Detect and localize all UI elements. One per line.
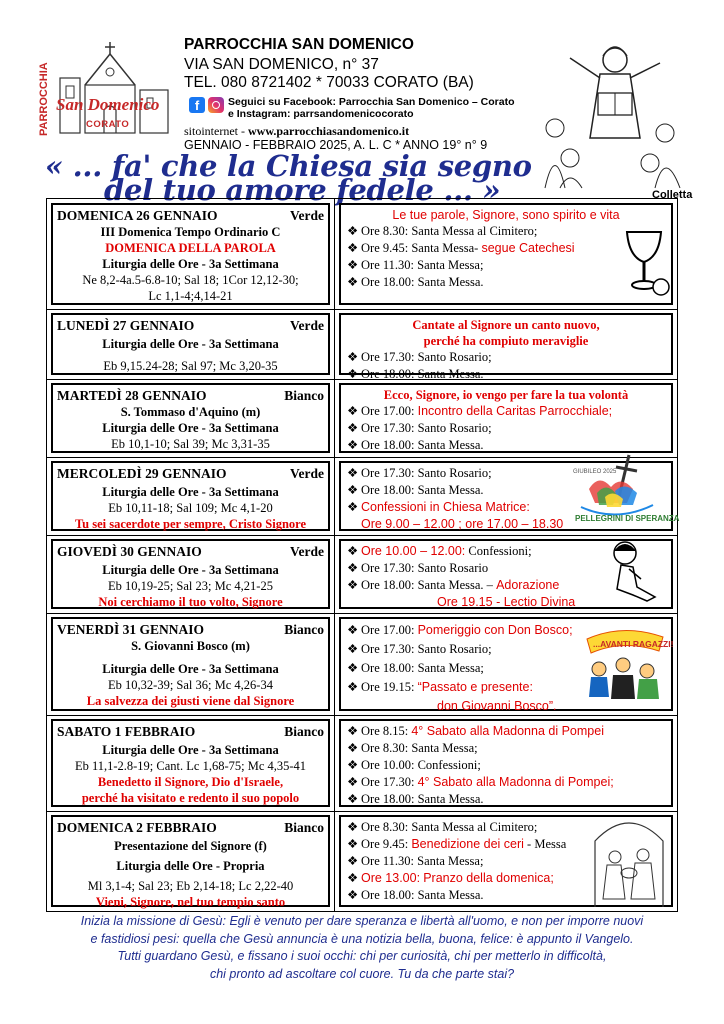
event: ❖ Ore 10.00 – 12.00: Confessioni; [347,544,532,558]
psalm-verse-cont: perché ha compiuto meraviglie [423,334,589,348]
event: ❖ Ore 8.30: Santa Messa al Cimitero; [347,224,538,238]
social-line-2: e Instagram: parrsandomenicocorato [228,108,414,120]
liturgy-hours: Liturgia delle Ore - 3a Settimana [102,662,279,676]
event: ❖ Ore 8.30: Santa Messa al Cimitero; [347,820,538,834]
jubilee-year: GIUBILEO 2025 [573,469,617,475]
event: ❖ Ore 8.30: Santa Messa; [347,741,478,755]
day-name: DOMENICA 2 FEBBRAIO [57,820,217,835]
weekly-schedule [46,198,678,912]
liturgical-color: Verde [290,318,324,333]
psalm-verse: Cantate al Signore un canto nuovo, [412,318,600,332]
day-row [47,379,677,458]
issue-info: GENNAIO - FEBBRAIO 2025, A. L. C * ANNO 19° n° 9 [184,138,488,152]
banner-text: ...AVANTI RAGAZZI! [593,639,674,649]
presentation-illustration [589,811,669,907]
event: ❖ Ore 18.00: Santa Messa. – Adorazione [347,578,560,592]
day-row [47,811,677,911]
day-name: GIOVEDÌ 30 GENNAIO [57,544,202,559]
motto-line-2: del tuo amore fedele ... » [104,173,501,207]
event-detail: Ore 9.00 – 12.00 ; ore 17.00 – 18.30 [361,517,564,531]
liturgy-hours: Liturgia delle Ore - 3a Settimana [102,563,279,577]
liturgical-color: Verde [290,544,324,559]
event: ❖ Ore 11.30: Santa Messa; [347,854,484,868]
social-line-1: Seguici su Facebook: Parrocchia San Domenico – Corato [228,96,515,108]
day-name: DOMENICA 26 GENNAIO [57,208,218,223]
instagram-icon[interactable] [208,97,224,113]
event: ❖ Ore 17.30: 4° Sabato alla Madonna di Pompei; [347,775,614,789]
psalm-verse: Tu sei sacerdote per sempre, Cristo Signore [74,517,307,531]
day-name: MERCOLEDÌ 29 GENNAIO [57,466,227,481]
footer-reflection [30,913,694,983]
event: ❖ Ore 17.30: Santo Rosario; [347,642,492,656]
motto-line-1: « ... fa' che la Chiesa sia segno [45,149,532,183]
saint: S. Giovanni Bosco (m) [131,639,250,653]
special-day: DOMENICA DELLA PAROLA [105,241,276,255]
liturgy-hours: Liturgia delle Ore - 3a Settimana [102,743,279,757]
day-name: LUNEDÌ 27 GENNAIO [57,318,195,333]
event: ❖ Ore 18.00: Santa Messa. [347,438,484,452]
liturgical-color: Bianco [284,820,324,835]
event: ❖ Ore 19.15: “Passato e presente: [347,680,533,694]
readings: Eb 9,15.24-28; Sal 97; Mc 3,20-35 [103,359,278,373]
website-label: sitointernet - [184,124,248,138]
parish-address: VIA SAN DOMENICO, n° 37 [184,56,379,73]
day-row [47,613,677,716]
event: ❖ Ore 17.30: Santo Rosario; [347,350,492,364]
event: ❖ Ore 9.45: Santa Messa- segue Catechesi [347,241,575,255]
readings: Eb 10,19-25; Sal 23; Mc 4,21-25 [108,579,273,593]
liturgy-hours: Liturgia delle Ore - 3a Settimana [102,485,279,499]
event: ❖ Ore 17.00: Incontro della Caritas Parrocchiale; [347,404,613,418]
footer-line: chi pronto ad ascoltare col cuore. Tu da che parte stai? [209,966,515,981]
liturgy-hours: Liturgia delle Ore - 3a Settimana [102,257,279,271]
event: ❖ Ore 17.00: Pomeriggio con Don Bosco; [347,623,573,637]
liturgical-color: Verde [290,208,324,223]
readings-cont: Lc 1,1-4;4,14-21 [148,289,233,303]
event: ❖ Ore 18.00: Santa Messa. [347,367,484,381]
event: ❖ Ore 13.00: Pranzo della domenica; [347,871,554,885]
saint: S. Tommaso d'Aquino (m) [120,405,261,419]
footer-line: e fastidiosi pesi: quella che Gesù annuncia è una notizia bella, buona, felice: è appunto il Vangelo. [90,931,634,946]
liturgical-color: Verde [290,466,324,481]
psalm-verse: La salvezza dei giusti viene dal Signore [86,694,295,708]
website-line [184,124,409,139]
motto-credit: Colletta [652,189,693,201]
psalm-verse: Noi cerchiamo il tuo volto, Signore [98,595,283,609]
website-link[interactable]: www.parrocchiasandomenico.it [247,124,410,138]
readings: Eb 10,32-39; Sal 36; Mc 4,26-34 [108,678,273,692]
event: ❖ Ore 18.00: Santa Messa; [347,661,484,675]
day-row [47,309,677,380]
parish-title: PARROCCHIA SAN DOMENICO [184,36,414,53]
psalm-verse: Benedetto il Signore, Dio d'Israele, [97,775,284,789]
event: ❖ Ore 11.30: Santa Messa; [347,258,484,272]
footer-line: Tutti guardano Gesù, e fissano i suoi occhi: chi per curiosità, chi per metterlo in difficoltà, [117,949,607,963]
liturgy-hours: Liturgia delle Ore - 3a Settimana [102,421,279,435]
chalice-icon [619,227,669,299]
parish-phone: TEL. 080 8721402 * 70033 CORATO (BA) [184,74,474,91]
jubilee-text: PELLEGRINI DI SPERANZA [575,514,680,523]
event: ❖ Ore 18.00: Santa Messa. [347,888,484,902]
liturgy-hours: Liturgia delle Ore - 3a Settimana [102,337,279,351]
readings: Ml 3,1-4; Sal 23; Eb 2,14-18; Lc 2,22-40 [87,879,294,893]
event: ❖ Ore 18.00: Santa Messa. [347,792,484,806]
liturgy-hours: Liturgia delle Ore - Propria [116,859,265,873]
event: ❖ Ore 9.45: Benedizione dei ceri - Messa [347,837,567,851]
day-row [47,535,677,614]
brand-city: CORATO [86,119,130,130]
facebook-icon[interactable]: f [189,97,205,113]
psalm-verse: Ecco, Signore, io vengo per fare la tua volontà [383,388,629,402]
feast: Presentazione del Signore (f) [114,839,267,853]
event: ❖ Confessioni in Chiesa Matrice: [347,500,530,514]
don-bosco-illustration [583,625,674,701]
psalm-verse: Vieni, Signore, nel tuo tempio santo [95,895,286,909]
praying-person-icon [603,539,663,605]
event: ❖ Ore 18.00: Santa Messa. [347,275,484,289]
day-name: MARTEDÌ 28 GENNAIO [57,388,207,403]
day-row [47,457,680,536]
jubilee-logo [571,453,680,525]
event: ❖ Ore 8.15: 4° Sabato alla Madonna di Pompei [347,724,604,738]
event: ❖ Ore 17.30: Santo Rosario; [347,421,492,435]
event: ❖ Ore 17.30: Santo Rosario; [347,466,492,480]
liturgy-title: III Domenica Tempo Ordinario C [100,225,281,239]
event-detail: don Giovanni Bosco”. [437,699,557,713]
readings: Eb 10,11-18; Sal 109; Mc 4,1-20 [108,501,273,515]
event: ❖ Ore 17.30: Santo Rosario [347,561,489,575]
day-name: VENERDÌ 31 GENNAIO [57,622,205,637]
readings: Ne 8,2-4a.5-6.8-10; Sal 18; 1Cor 12,12-30; [82,273,299,287]
psalm-verse: Le tue parole, Signore, sono spirito e vita [392,208,620,222]
brand-name: San Domenico [56,95,160,114]
psalm-verse-cont: perché ha visitato e redento il suo popolo [81,791,300,805]
day-row [47,715,677,812]
brand-vertical-text [33,48,51,140]
liturgical-color: Bianco [284,388,324,403]
footer-line: Inizia la missione di Gesù: Egli è venuto per dare speranza e libertà all'uomo, e non per imporre nuovi [80,914,644,928]
day-name: SABATO 1 FEBBRAIO [57,724,196,739]
event: ❖ Ore 10.00: Confessioni; [347,758,481,772]
event-detail: Ore 19.15 - Lectio Divina [437,595,576,609]
liturgical-color: Bianco [284,622,324,637]
jesus-preaching-illustration [540,38,690,188]
event: ❖ Ore 18.00: Santa Messa. [347,483,484,497]
readings: Eb 11,1-2.8-19; Cant. Lc 1,68-75; Mc 4,35-41 [74,759,307,773]
brand-vertical-label: PARROCCHIA [38,62,50,136]
readings: Eb 10,1-10; Sal 39; Mc 3,31-35 [111,437,270,451]
day-row [47,199,677,310]
liturgical-color: Bianco [284,724,324,739]
